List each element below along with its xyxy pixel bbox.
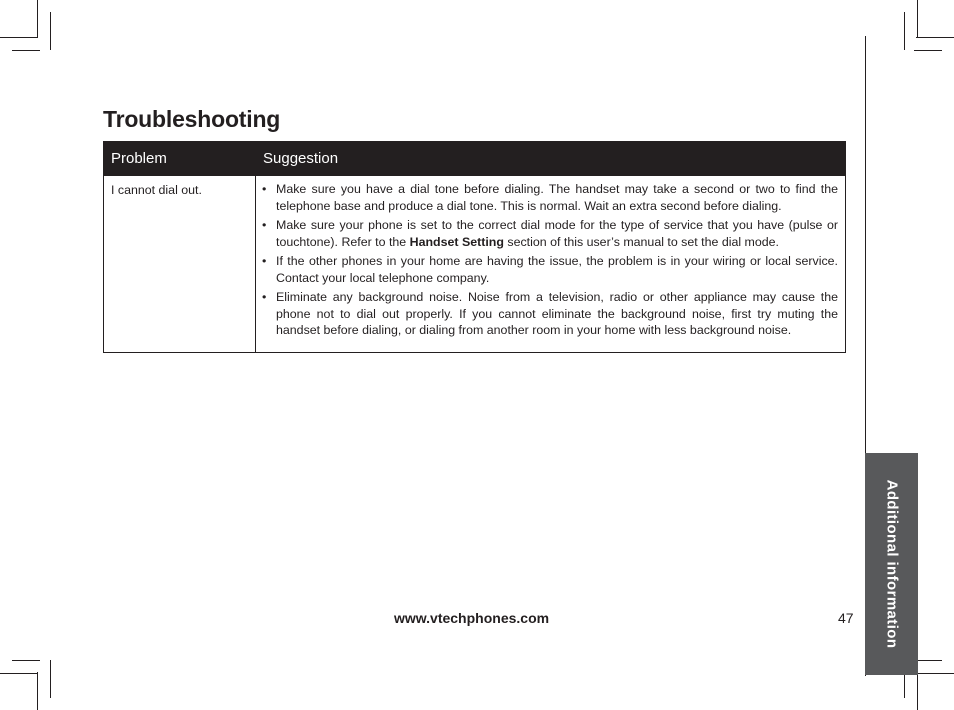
crop-mark (917, 672, 918, 710)
suggestion-item (262, 289, 838, 339)
suggestion-text: Eliminate any background noise. Noise from a television, radio or other appliance may cause the phone not to dial out properly. If you cannot eliminate the background noise, first try muting the handset before dialing, or dialing from another room in your home with less background noise. (276, 290, 838, 337)
section-tab-label: Additional information (883, 479, 900, 649)
table-row (104, 176, 846, 353)
suggestion-text: If the other phones in your home are having the issue, the problem is in your wiring or local service. Contact your local telephone company. (276, 254, 838, 285)
bullet: • (262, 290, 267, 304)
crop-mark (917, 0, 918, 38)
footer-url[interactable]: www.vtechphones.com (394, 610, 550, 626)
crop-mark (914, 660, 942, 661)
table-header-row (104, 142, 846, 176)
suggestion-list (262, 181, 838, 339)
suggestion-text: Make sure you have a dial tone before dialing. The handset may take a second or two to find the telephone base and produce a dial tone. This is normal. Wait an extra second before dialing. (276, 182, 838, 213)
bullet: • (262, 254, 267, 268)
section-tab (865, 453, 918, 675)
crop-mark (904, 12, 905, 50)
crop-mark (50, 12, 51, 50)
handset-setting-reference: Handset Setting (409, 234, 504, 249)
crop-mark (916, 37, 954, 38)
suggestion-cell (256, 176, 846, 353)
suggestion-item (262, 181, 838, 214)
suggestion-item (262, 217, 838, 250)
crop-mark (50, 660, 51, 698)
crop-mark (0, 673, 38, 674)
crop-mark (12, 660, 40, 661)
crop-mark (12, 50, 40, 51)
suggestion-text: section of this user’s manual to set the dial mode. (503, 234, 779, 249)
crop-mark (37, 0, 38, 38)
troubleshooting-table (103, 141, 846, 353)
crop-mark (914, 50, 942, 51)
suggestion-item (262, 253, 838, 286)
crop-mark (916, 673, 954, 674)
suggestion-text: Make sure your phone is set to the correct dial mode for the type of service that you have (pulse or touchtone). Refer to the (276, 218, 838, 249)
crop-mark (0, 37, 38, 38)
crop-mark (37, 672, 38, 710)
header-suggestion: Suggestion (256, 142, 846, 176)
problem-cell: I cannot dial out. (104, 176, 256, 353)
page-title: Troubleshooting (103, 106, 281, 132)
bullet: • (262, 182, 267, 196)
page-number: 47 (838, 610, 854, 626)
header-problem: Problem (104, 142, 256, 176)
bullet: • (262, 218, 267, 232)
